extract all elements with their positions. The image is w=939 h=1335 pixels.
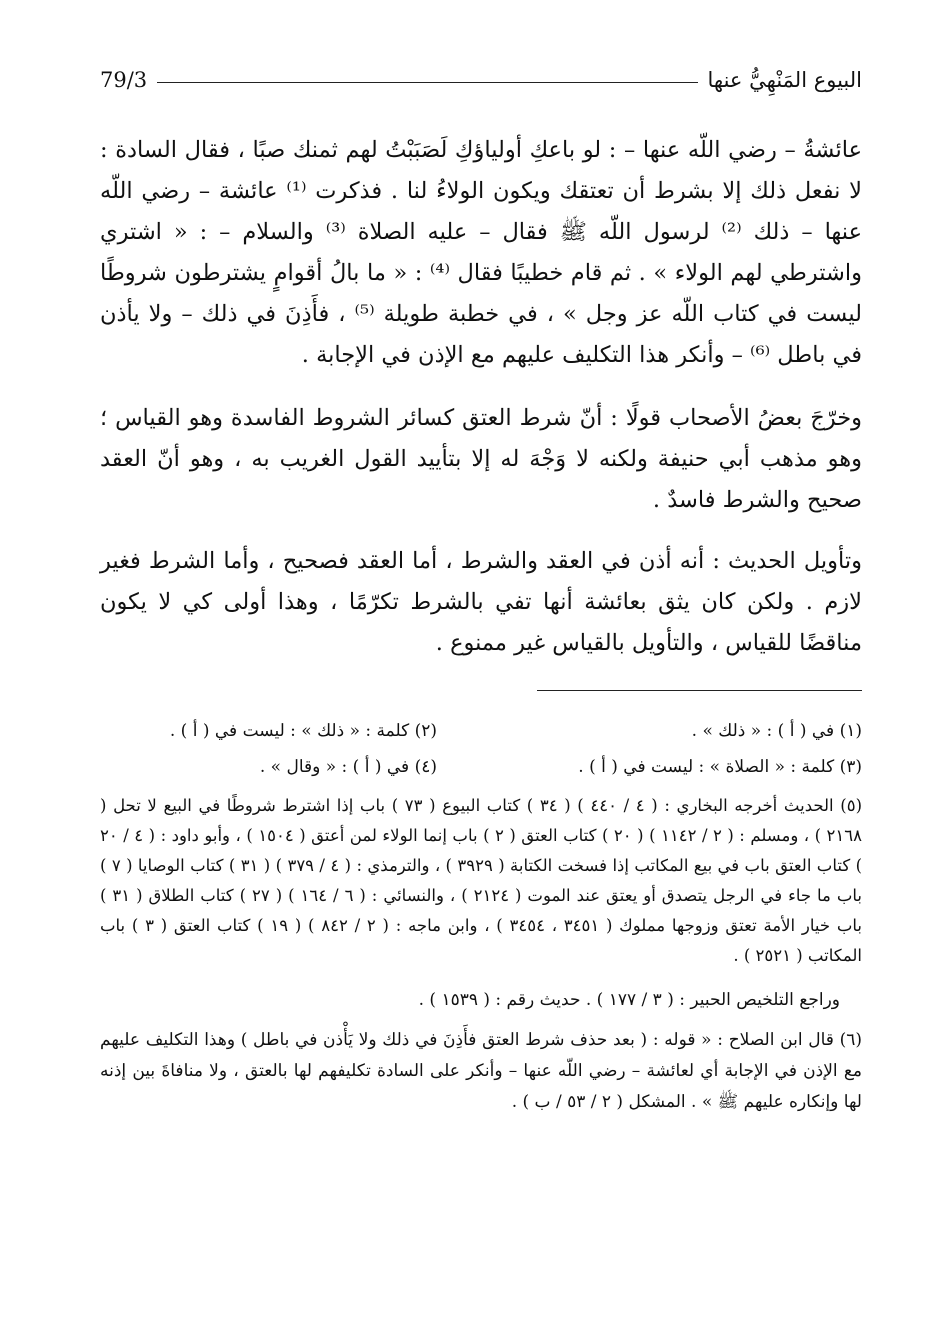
header-rule [157, 82, 697, 83]
paragraph-2: وخرّجَ بعضُ الأصحاب قولًا : أنّ شرط العتق كسائر الشروط الفاسدة وهو القياس ؛ وهو مذهب أبي حنيفة ولكنه لا وَجْهَ له إلا بتأييد القول الغريب به ، وهو أنّ العقد صحيح والشرط فاسدٌ . [100, 405, 862, 513]
footnote-row-2 [100, 749, 862, 785]
footnote-separator [537, 690, 862, 691]
paragraph-1: عائشةُ – رضي اللّه عنها – : لو باعكِ أولياؤكِ لَصَبَبْتُ لهم ثمنك صبًا ، فقال السادة : لا نفعل ذلك إلا بشرط أن تعتقك ويكون الولاءُ لنا . فذكرت ⁽¹⁾ عائشة – رضي اللّه عنها – ذلك ⁽²⁾ لرسول اللّه ﷺ فقال – عليه الصلاة ⁽³⁾ والسلام – : « اشتري واشترطي لهم الولاء » . ثم قام خطيبًا فقال ⁽⁴⁾ : « ما بالُ أقوامٍ يشترطون شروطًا ليست في كتاب اللّه عز وجل » ، في خطبة طويلة ⁽⁵⁾ ، فأَذِنَ في ذلك – ولا يأذن في باطل ⁽⁶⁾ – وأنكر هذا التكليف عليهم مع الإذن في الإجابة . [100, 137, 863, 368]
running-header [100, 60, 862, 100]
paragraph-3: وتأويل الحديث : أنه أذن في العقد والشرط ، أما العقد فصحيح ، وأما الشرط فغير لازم . ولكن كان يثق بعائشة أنها تفي بالشرط تكرّمًا ، وهذا أولى كي لا يكون مناقضًا للقياس ، والتأويل بالقياس غير ممنوع . [100, 548, 862, 656]
footnote-5: (٥) الحديث أخرجه البخاري : ( ٤ / ٤٤٠ ) ( ٣٤ ) كتاب البيوع ( ٧٣ ) باب إذا اشترط شروطًا في البيع لا تحل ( ٢١٦٨ ) ، ومسلم : ( ٢ / ١١٤٢ ) ( ٢٠ ) كتاب العتق ( ٢ ) باب إنما الولاء لمن أعتق ( ١٥٠٤ ) ، وأبو داود : ( ٤ / ٢٠ ) كتاب العتق باب في بيع المكاتب إذا فسخت الكتابة ( ٣٩٢٩ ) ، والترمذي : ( ٤ / ٣٧٩ ) ( ٣١ ) كتاب الوصايا ( ٧ ) باب ما جاء في الرجل يتصدق أو يعتق عند الموت ( ٢١٢٤ ) ، والنسائي : ( ٦ / ١٦٤ ) ( ٢٧ ) كتاب الطلاق ( ٣١ ) باب خيار الأمة تعتق وزوجها مملوك ( ٣٤٥١ ، ٣٤٥٤ ) ، وابن ماجه : ( ٢ / ٨٤٢ ) ( ١٩ ) كتاب العتق ( ٣ ) باب المكاتب ( ٢٥٢١ ) . [100, 796, 863, 965]
book-page [100, 60, 862, 1118]
main-text [100, 130, 862, 664]
footnote-5-reference: وراجع التلخيص الحبير : ( ٣ / ١٧٧ ) . حديث رقم : ( ١٥٣٩ ) . [418, 990, 840, 1010]
footnote-3: (٣) كلمة : « الصلاة » : ليست في ( أ ) . [578, 757, 862, 777]
footnote-4: (٤) في ( أ ) : « وقال » . [259, 757, 437, 777]
footnote-6: (٦) قال ابن الصلاح : « قوله : ( بعد حذف شرط العتق فأَذِنَ في ذلك ولا يَأْذن في باطل ) وهذا التكليف عليهم مع الإذن في الإجابة أي لعائشة – رضي اللّه عنها – وأنكر على السادة تكليفهم لها بالعتق ، ولا منافاةَ بين إذنه لها وإنكاره عليهم ﷺ » . المشكل ( ٢ / ٥٣ / ب ) . [100, 1030, 862, 1112]
footnote-1: (١) في ( أ ) : « ذلك » . [691, 721, 862, 741]
page-number: 79/3 [100, 68, 148, 92]
footnote-row-1 [100, 713, 862, 749]
footnotes [100, 713, 862, 1118]
footnote-2: (٢) كلمة : « ذلك » : ليست في ( أ ) . [169, 721, 437, 741]
chapter-title: البيوع المَنْهِيُّ عنها [707, 68, 862, 92]
